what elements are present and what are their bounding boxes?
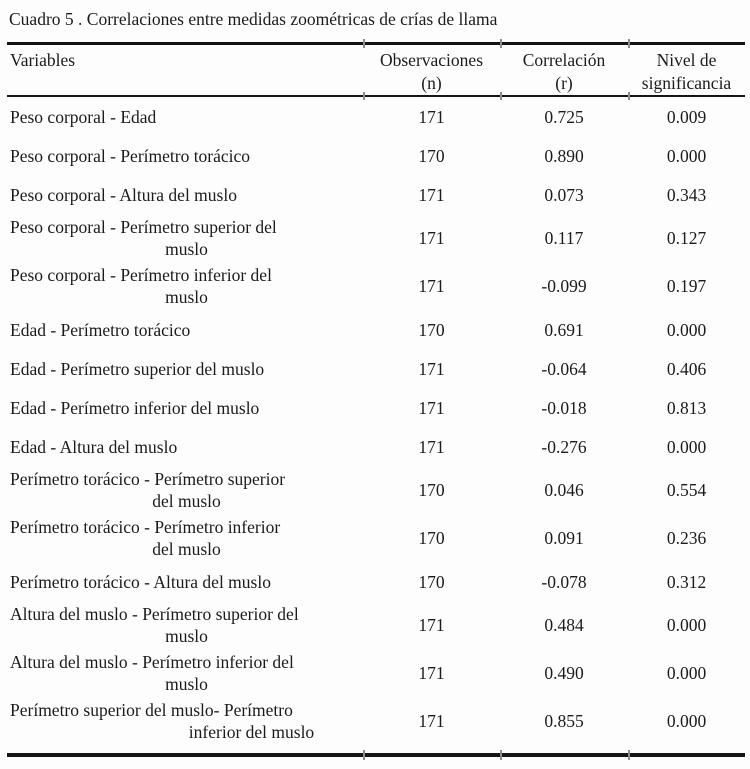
observations-cell: 170: [418, 145, 445, 166]
observations-cell: 170: [418, 571, 445, 592]
observations-cell: 170: [418, 480, 445, 500]
variable-cell: [7, 106, 363, 128]
variable-text-line: muslo: [165, 239, 208, 259]
table-row: [7, 349, 745, 388]
variable-text-line: Perímetro superior del muslo- Perímetro: [10, 700, 293, 720]
column-divider-tick: [628, 750, 630, 760]
variable-cell: [7, 468, 363, 512]
variable-text-line: Altura del muslo - Perímetro superior del: [10, 604, 299, 624]
variable-text-line: Peso corporal - Perímetro inferior del: [10, 265, 272, 285]
observations-cell: 171: [418, 228, 445, 248]
header-line-n: (n): [421, 73, 442, 93]
variable-text-line: inferior del muslo: [188, 722, 315, 742]
correlation-cell: 0.890: [544, 145, 584, 166]
observations-cell: 170: [418, 528, 445, 548]
variable-text-line: del muslo: [152, 539, 221, 559]
correlation-cell: -0.276: [541, 436, 587, 457]
correlation-cell: -0.064: [541, 358, 587, 379]
table-bottom-rule: [7, 753, 745, 757]
column-divider-tick: [500, 92, 502, 100]
observations-cell: 171: [418, 276, 445, 296]
column-header-variables: Variables: [10, 50, 76, 70]
correlation-cell: -0.099: [541, 276, 587, 296]
variable-text-line: Edad - Altura del muslo: [10, 436, 178, 457]
variable-text-line: del muslo: [152, 491, 221, 511]
significance-cell: 0.236: [666, 528, 707, 548]
column-divider-tick: [363, 92, 365, 100]
significance-cell: 0.127: [666, 228, 707, 248]
variable-cell: [7, 184, 363, 206]
correlation-cell: 0.725: [544, 106, 584, 127]
significance-cell: 0.000: [666, 145, 707, 166]
significance-cell: 0.000: [666, 711, 707, 731]
variable-text-line: muslo: [165, 626, 208, 646]
variable-cell: [7, 571, 363, 593]
correlation-cell: 0.046: [544, 480, 584, 500]
table-header-rule: [7, 95, 745, 97]
observations-cell: 170: [418, 319, 445, 340]
table-row: [7, 310, 745, 349]
variable-text-line: Peso corporal - Perímetro superior del: [10, 217, 277, 237]
significance-cell: 0.312: [666, 571, 707, 592]
correlation-cell: 0.484: [544, 615, 584, 635]
table-bottom-spacer: [7, 745, 745, 753]
correlation-cell: -0.078: [541, 571, 587, 592]
column-header-significance: [628, 49, 745, 95]
significance-cell: 0.000: [666, 319, 707, 340]
significance-cell: 0.009: [666, 106, 707, 127]
table-row: [7, 388, 745, 427]
table-caption: Cuadro 5 . Correlaciones entre medidas zoométricas de crías de llama: [9, 9, 498, 29]
column-header-observations: [363, 49, 500, 95]
column-divider-tick: [628, 39, 630, 48]
significance-cell: 0.197: [666, 276, 707, 296]
table-row: [7, 136, 745, 175]
table-row: [7, 697, 745, 745]
observations-cell: 171: [418, 184, 445, 205]
variable-cell: [7, 603, 363, 647]
column-divider-tick: [500, 39, 502, 48]
table-row: [7, 214, 745, 262]
observations-cell: 171: [418, 615, 445, 635]
variable-text-line: Peso corporal - Perímetro torácico: [10, 145, 251, 166]
significance-cell: 0.813: [666, 397, 707, 418]
variable-text-line: muslo: [165, 287, 208, 307]
variable-text-line: Edad - Perímetro torácico: [10, 319, 191, 340]
significance-cell: 0.406: [666, 358, 707, 379]
variable-cell: [7, 216, 363, 260]
column-divider-tick: [363, 39, 365, 48]
column-header-correlation: [500, 49, 628, 95]
variable-cell: [7, 319, 363, 341]
table-header-row: [7, 45, 745, 95]
table-row: [7, 601, 745, 649]
column-divider-tick: [363, 750, 365, 760]
variable-text-line: Perímetro torácico - Perímetro inferior: [10, 517, 281, 537]
significance-cell: 0.000: [666, 663, 707, 683]
variable-cell: [7, 436, 363, 458]
variable-cell: [7, 651, 363, 695]
correlation-cell: -0.018: [541, 397, 587, 418]
observations-cell: 171: [418, 436, 445, 457]
significance-cell: 0.554: [666, 480, 707, 500]
variable-text-line: Peso corporal - Altura del muslo: [10, 184, 237, 205]
variable-cell: [7, 397, 363, 419]
table-body: [7, 97, 745, 745]
variable-text-line: Perímetro torácico - Altura del muslo: [10, 571, 271, 592]
variable-text-line: Perímetro torácico - Perímetro superior: [10, 469, 286, 489]
header-line-nivel: Nivel de: [656, 50, 717, 70]
correlation-cell: 0.073: [544, 184, 584, 205]
header-line-correlation: Correlación: [522, 50, 606, 70]
correlation-cell: 0.490: [544, 663, 584, 683]
observations-cell: 171: [418, 106, 445, 127]
table-row: [7, 562, 745, 601]
variable-text-line: Edad - Perímetro superior del muslo: [10, 358, 265, 379]
correlation-cell: 0.855: [544, 711, 584, 731]
variable-cell: [7, 516, 363, 560]
variable-cell: [7, 358, 363, 380]
significance-cell: 0.000: [666, 615, 707, 635]
header-line-r: (r): [555, 73, 573, 93]
header-line-significancia: significancia: [641, 73, 732, 93]
variable-text-line: Altura del muslo - Perímetro inferior del: [10, 652, 294, 672]
table-row: [7, 466, 745, 514]
significance-cell: 0.000: [666, 436, 707, 457]
variable-cell: [7, 264, 363, 308]
variable-cell: [7, 145, 363, 167]
header-line-observations: Observaciones: [379, 50, 484, 70]
significance-cell: 0.343: [666, 184, 707, 205]
observations-cell: 171: [418, 711, 445, 731]
variable-text-line: Peso corporal - Edad: [10, 106, 157, 127]
table-row: [7, 97, 745, 136]
variable-cell: [7, 699, 363, 743]
variable-text-line: muslo: [165, 674, 208, 694]
table-row: [7, 649, 745, 697]
correlation-cell: 0.091: [544, 528, 584, 548]
correlation-table: [7, 42, 745, 757]
table-row: [7, 427, 745, 466]
table-top-rule: [7, 42, 745, 45]
table-row: [7, 262, 745, 310]
observations-cell: 171: [418, 358, 445, 379]
table-row: [7, 175, 745, 214]
correlation-cell: 0.117: [544, 228, 584, 248]
correlation-cell: 0.691: [544, 319, 584, 340]
table-row: [7, 514, 745, 562]
column-divider-tick: [628, 92, 630, 100]
variable-text-line: Edad - Perímetro inferior del muslo: [10, 397, 260, 418]
observations-cell: 171: [418, 663, 445, 683]
observations-cell: 171: [418, 397, 445, 418]
column-divider-tick: [500, 750, 502, 760]
